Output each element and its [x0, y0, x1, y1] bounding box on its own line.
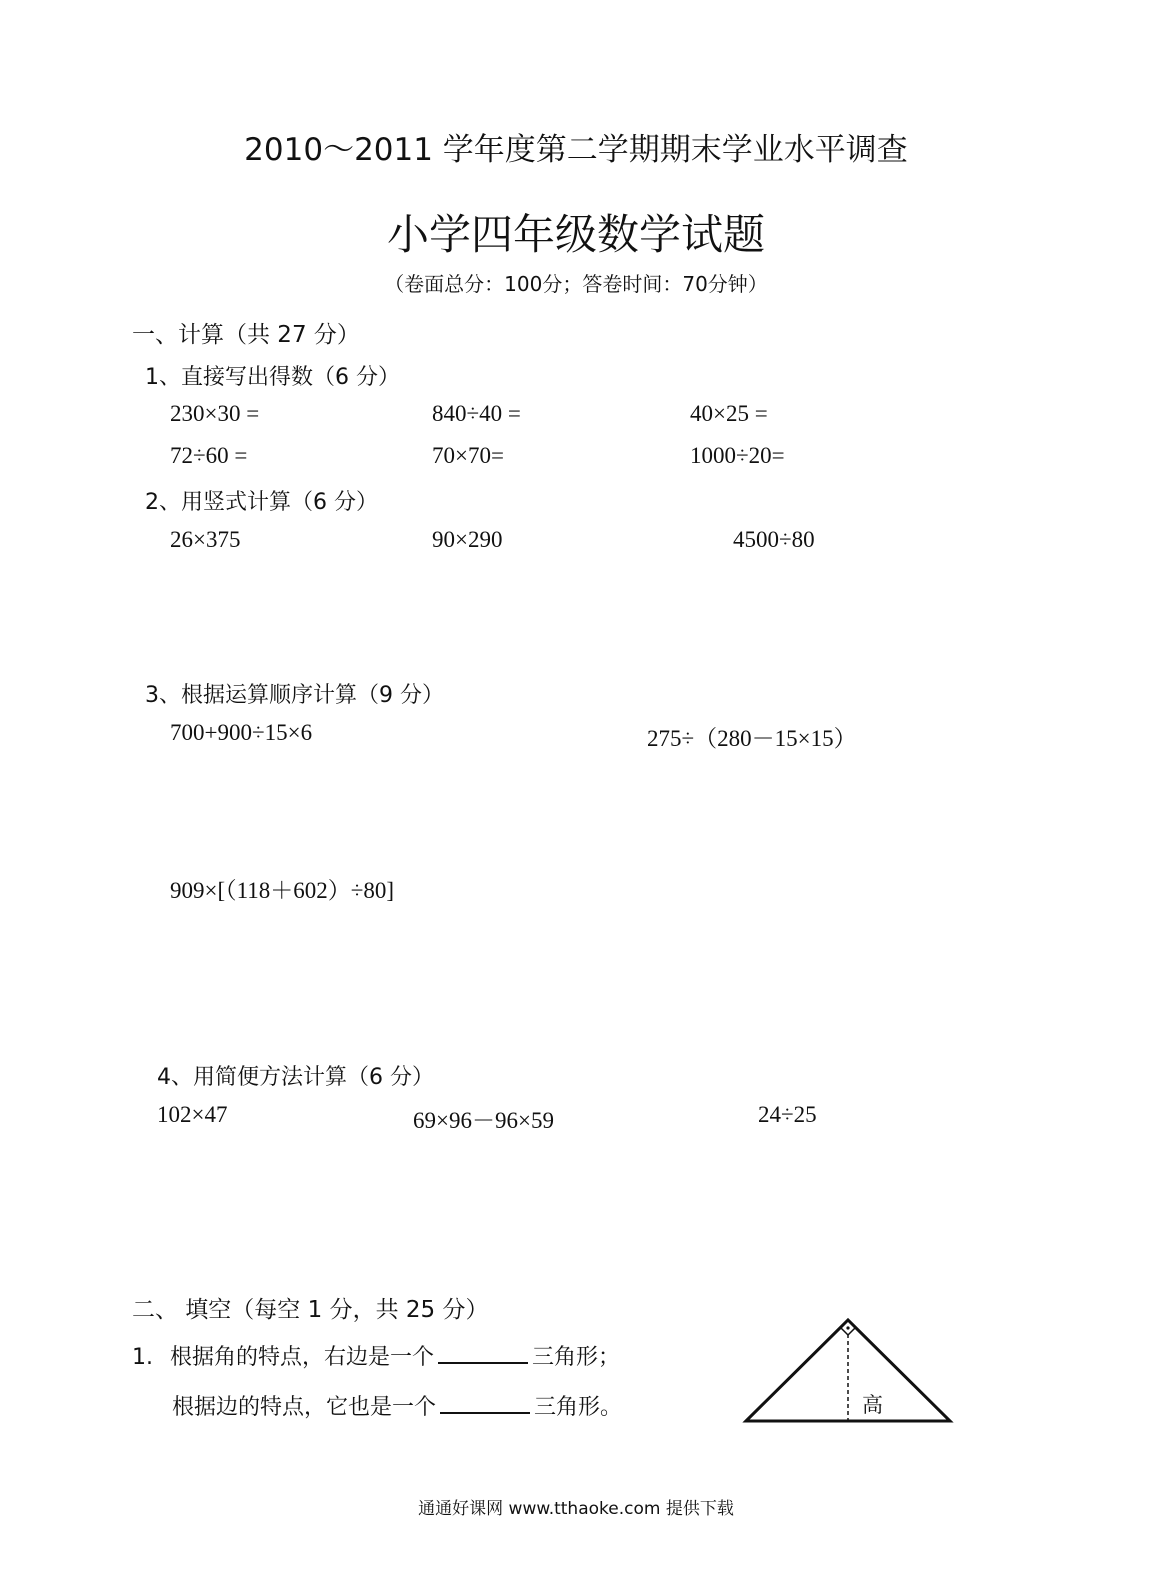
line1-suffix: 三角形；: [532, 1345, 621, 1370]
triangle-figure: [738, 1312, 960, 1432]
question-number: 1.: [132, 1345, 153, 1370]
exam-title-line2: 小学四年级数学试题: [386, 210, 765, 259]
q4-heading: 4、用简便方法计算（6 分）: [157, 1065, 434, 1090]
part1-heading: 一、计算（共 27 分）: [132, 322, 360, 348]
exam-title-line1: 2010～2011 学年度第二学期期末学业水平调查: [244, 132, 908, 168]
q4-expr-3: 24÷25: [758, 1102, 817, 1127]
answer-blank-angle[interactable]: [438, 1340, 528, 1364]
q4-expr-1: 102×47: [157, 1102, 228, 1127]
q2-expr-2: 90×290: [432, 527, 503, 552]
q1-heading: 1、直接写出得数（6 分）: [145, 365, 400, 390]
q4-expr-2: 69×96－96×59: [413, 1108, 554, 1133]
q2-expr-1: 26×375: [170, 527, 241, 552]
q3-expr-3: 909×[（118＋602）÷80]: [170, 878, 395, 903]
line2-suffix: 三角形。: [534, 1395, 623, 1420]
footer-text: 通通好课网 www.tthaoke.com 提供下载: [418, 1499, 734, 1519]
fill-question-line2: [172, 1390, 622, 1421]
q3-expr-1: 700+900÷15×6: [170, 720, 313, 745]
part2-heading: 二、 填空（每空 1 分，共 25 分）: [132, 1297, 489, 1323]
fill-question-line1: [132, 1340, 620, 1371]
q3-heading: 3、根据运算顺序计算（9 分）: [145, 683, 444, 708]
q2-expr-3: 4500÷80: [733, 527, 815, 552]
q1-expr-2: 840÷40 =: [432, 401, 521, 426]
answer-blank-side[interactable]: [440, 1390, 530, 1414]
q1-expr-3: 40×25 =: [690, 401, 768, 426]
exam-subtitle: （卷面总分：100分；答卷时间：70分钟）: [384, 272, 768, 296]
q2-heading: 2、用竖式计算（6 分）: [145, 490, 378, 515]
q1-expr-6: 1000÷20=: [690, 443, 785, 468]
line2-prefix: 根据边的特点，它也是一个: [172, 1395, 437, 1420]
line1-prefix: 根据角的特点，右边是一个: [170, 1345, 435, 1370]
right-angle-dot: [846, 1326, 849, 1329]
q1-expr-5: 70×70=: [432, 443, 504, 468]
q1-expr-4: 72÷60 =: [170, 443, 248, 468]
q3-expr-2: 275÷（280－15×15）: [647, 726, 857, 751]
q1-expr-1: 230×30 =: [170, 401, 260, 426]
height-label: 高: [862, 1393, 883, 1417]
